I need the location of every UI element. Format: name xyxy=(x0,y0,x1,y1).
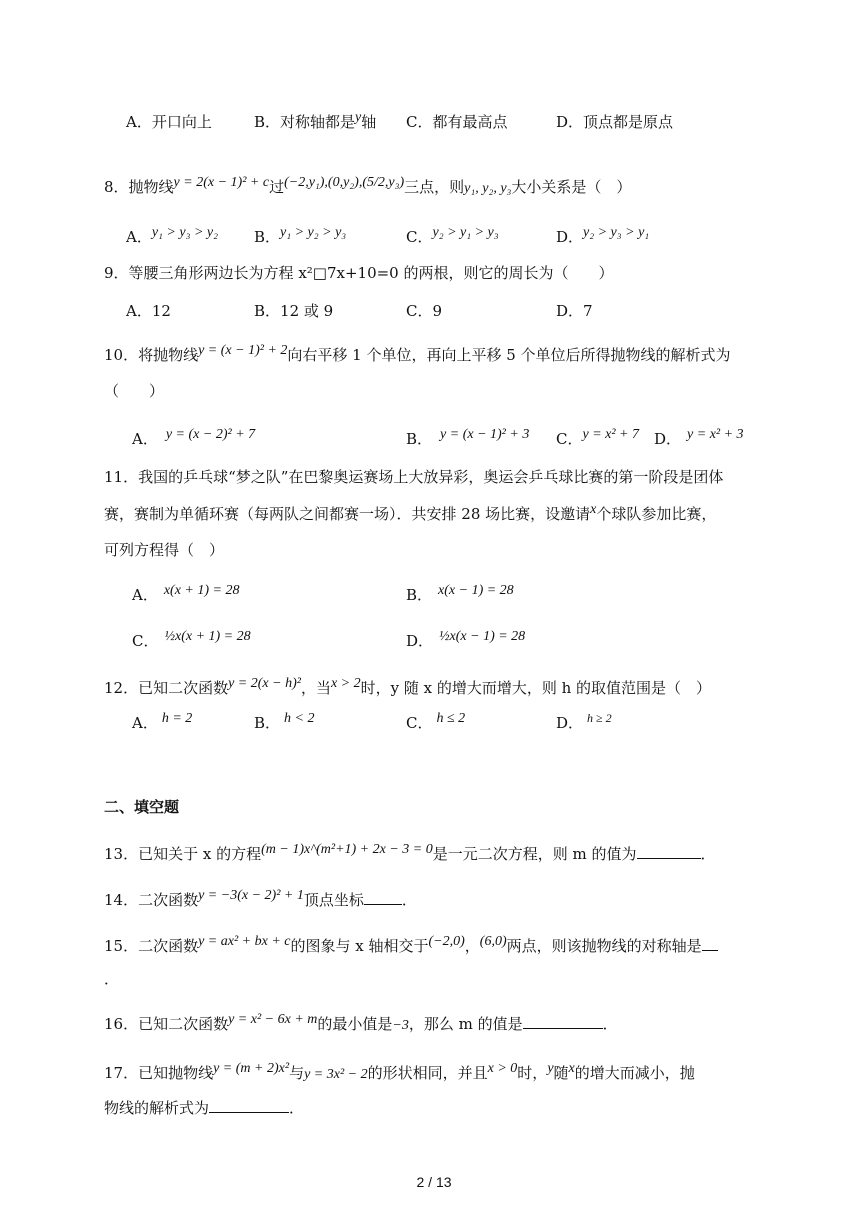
q12-option-c: C． h ≤ 2 xyxy=(406,711,466,732)
q8-option-b: B．y₁ > y₂ > y₃ xyxy=(254,225,347,246)
q16-answer-blank[interactable] xyxy=(523,1012,603,1029)
section-heading-fill-in: 二、填空题 xyxy=(104,798,180,816)
q8-stem: 8．抛物线y = 2(x − 1)² + c过(−2,y₁),(0,y₂),(5/2,y₃)三点，则y₁, y₂, y₃大小关系是（ ） xyxy=(104,175,632,196)
q15-answer-blank[interactable] xyxy=(702,934,718,951)
q7-option-b: B．对称轴都是y轴 xyxy=(254,110,377,131)
page-number: 2 / 13 xyxy=(416,1174,452,1190)
q12-option-b: B． h < 2 xyxy=(254,711,315,732)
q8-option-d: D．y₂ > y₃ > y₁ xyxy=(556,225,650,246)
q17-line-2: 物线的解析式为 ． xyxy=(104,1096,304,1119)
q10-option-c: C．y = x² + 7 xyxy=(556,427,640,448)
q11-line-3: 可列方程得（ ） xyxy=(104,541,225,559)
q9-option-a: A．12 xyxy=(126,302,171,320)
q14-answer-blank[interactable] xyxy=(364,888,402,905)
q10-stem: 10．将抛物线y = (x − 1)² + 2向右平移 1 个单位，再向上平移 5 个单位后所得抛物线的解析式为 xyxy=(104,343,731,364)
q13-stem: 13．已知关于 x 的方程(m − 1)x^(m²+1) + 2x − 3 = 0是一元二次方程，则 m 的值为 ． xyxy=(104,842,716,863)
q14-stem: 14．二次函数y = −3(x − 2)² + 1顶点坐标 ． xyxy=(104,888,417,909)
q15-stem: 15．二次函数y = ax² + bx + c的图象与 x 轴相交于(−2,0)，(6,0)两点，则该抛物线的对称轴是 xyxy=(104,934,718,959)
q11-option-b: B． x(x − 1) = 28 xyxy=(406,583,514,604)
q10-option-b: B． y = (x − 1)² + 3 xyxy=(406,427,530,448)
q10-option-d: D． y = x² + 3 xyxy=(654,427,744,448)
q16-stem: 16．已知二次函数y = x² − 6x + m的最小值是−3，那么 m 的值是 ． xyxy=(104,1012,618,1033)
q7-option-a: A．开口向上 xyxy=(126,113,212,131)
q17-answer-blank[interactable] xyxy=(209,1096,289,1113)
q7-option-d: D．顶点都是原点 xyxy=(556,113,674,131)
q13-answer-blank[interactable] xyxy=(637,842,701,859)
q11-line-1: 11．我国的乒乓球“梦之队”在巴黎奥运赛场上大放异彩，奥运会乒乓球比赛的第一阶段是团体 xyxy=(104,468,724,486)
q10-option-a: A． y = (x − 2)² + 7 xyxy=(132,427,256,448)
q9-stem: 9．等腰三角形两边长为方程 x²□7x+10=0 的两根，则它的周长为（ ） xyxy=(104,264,614,282)
q11-option-d: D． ½x(x − 1) = 28 xyxy=(406,629,526,650)
q11-option-c: C． ½x(x + 1) = 28 xyxy=(132,629,251,650)
q9-option-c: C．9 xyxy=(406,302,443,320)
q17-stem: 17．已知抛物线y = (m + 2)x²与y = 3x² − 2的形状相同，并且x > 0时，y随x的增大而减小，抛 xyxy=(104,1061,695,1082)
q9-option-d: D．7 xyxy=(556,302,593,320)
q10-paren: （ ） xyxy=(104,382,165,400)
q12-option-a: A． h = 2 xyxy=(132,711,193,732)
q11-line-2: 赛，赛制为单循环赛（每两队之间都赛一场）．共安排 28 场比赛，设邀请x个球队参加比赛， xyxy=(104,502,717,523)
q8-option-c: C．y₂ > y₁ > y₃ xyxy=(406,225,499,246)
q12-stem: 12．已知二次函数y = 2(x − h)²，当x > 2时，y 随 x 的增大而增大，则 h 的取值范围是（ ） xyxy=(104,676,712,697)
q7-option-c: C．都有最高点 xyxy=(406,113,508,131)
q8-option-a: A．y₁ > y₃ > y₂ xyxy=(126,225,218,246)
q15-end: ． xyxy=(104,970,120,988)
q11-option-a: A． x(x + 1) = 28 xyxy=(132,583,240,604)
q9-option-b: B．12 或 9 xyxy=(254,302,334,320)
q12-option-d: D． $^{h \ge 2}$ xyxy=(556,711,612,732)
